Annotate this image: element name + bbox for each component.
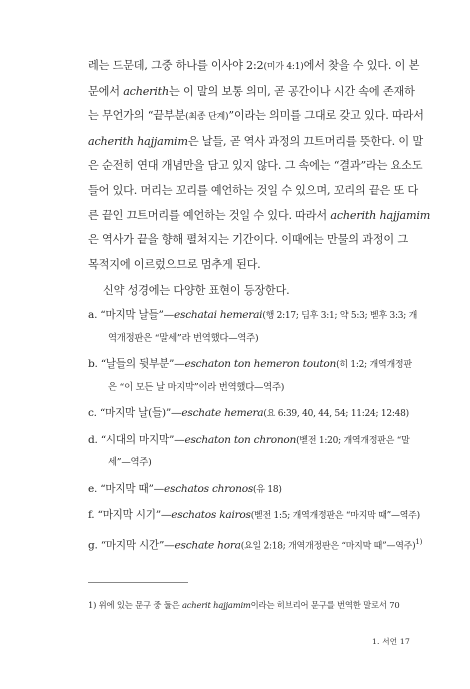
text-run: d. “시대의 마지막”— [88,433,185,446]
paragraph-line [88,80,415,105]
list-item-line [88,531,423,558]
text-run: 레는 드문데, 그중 하나를 이사야 2:2 [88,59,264,72]
text-run: 들어 있다. 머리는 꼬리를 예언하는 것일 수 있으며, 꼬리의 끝은 또 다 [88,183,419,197]
paragraph-line [88,130,423,155]
paragraph-line [88,228,410,253]
text-run: (히 1:2; 개역개정판 [336,360,412,370]
paragraph-line [88,54,420,80]
text-run: 에서 찾을 수 있다. 이 본 [303,59,420,72]
text-run: (요일 2:18; 개역개정판은 “마지막 때”—역주) [240,541,416,552]
text-run: (행 2:17; 딤후 3:1; 약 5:3; 벧후 3:3; 개 [262,311,418,321]
text-run: g. “마지막 시간”— [88,539,175,552]
text-run: acherith hajjamim [88,134,188,148]
text-run: (벧전 1:20; 개역개정판은 “말 [296,435,410,446]
text-run: 른 끝인 끄트머리를 예언하는 것일 수 있다. 따라서 [88,208,331,222]
text-run: eschaton ton chronon [184,433,297,446]
list-item [88,531,423,558]
list-item [88,353,418,399]
text-run: 는 무언가의 “끝부분 [88,109,186,123]
text-run: eschatos chronos [163,482,254,495]
text-run: ”이라는 의미를 그대로 갖고 있다. 따라서 [228,109,424,123]
text-run: 은 순전히 연대 개념만을 담고 있지 않다. 그 속에는 “결과”라는 요소도 [88,159,423,173]
text-run: (유 18) [253,484,282,495]
text-run: e. “마지막 때”— [88,482,164,495]
footnote-run: acherit hajjamim [181,600,251,610]
footnote-run: 이라는 히브리어 문구를 번역한 말로서 70 [250,600,400,610]
footnote [88,598,418,612]
paragraph-line [88,179,419,204]
text-run: 1) [415,537,423,546]
list-item [88,402,418,426]
list-item-line [88,429,418,453]
text-run: eschaton ton hemeron touton [184,358,337,370]
page-number: 1. 서언 17 [371,637,410,646]
list-item [88,504,418,528]
list-item-continuation: 은 “이 모든 날 마지막”이라 번역했다—역주) [108,381,285,393]
text-run: 목적지에 이르렀으므로 멈추게 된다. [88,257,261,271]
list-item [88,304,418,350]
text-run: 은 날들, 곧 역사 과정의 끄트머리를 뜻한다. 이 말 [187,134,423,148]
text-run: 는 이 말의 보통 의미, 곧 공간이나 시간 속에 존재하 [168,84,415,98]
text-run: (미가 4:1) [263,62,304,72]
paragraph-line [88,154,423,179]
text-run: 은 역사가 끝을 향해 펼쳐지는 기간이다. 이때에는 만물의 과정이 그 [88,233,408,247]
text-run: eschate hora [174,539,241,552]
list-item-continuation: 세”—역주) [108,457,152,468]
text-run: eschate hemera [181,407,264,419]
list-item-line [88,402,418,426]
paragraph-line [88,104,424,130]
list-item [88,478,418,502]
list-item-line [88,304,418,328]
text-run: eschatos kairos [171,509,251,521]
paragraph-line [88,253,410,278]
list-item-line [88,353,418,377]
list-item-continuation: 역개정판은 “말세”라 번역했다—역주) [108,332,259,344]
body-paragraph [88,54,431,277]
paragraph-line [88,204,431,229]
text-run: (최종 단계) [185,112,229,123]
text-run: b. “날들의 뒷부분”— [88,358,185,370]
list-item [88,429,418,475]
footnote-run: 1) 위에 있는 문구 중 둘은 [88,600,182,610]
text-run: acherith hajjamim [330,208,431,222]
text-run: (벧전 1:5; 개역개정판은 “마지막 때”—역주) [250,511,420,521]
text-run: a. “마지막 날들”— [88,309,175,321]
text-run: eschatai hemerai [174,309,263,321]
text-run: c. “마지막 날(들)”— [88,407,182,419]
text-run: 문에서 [88,84,124,98]
list-item-line [88,478,418,502]
footnote-divider [88,582,188,583]
list-item-line [88,504,418,528]
text-run: f. “마지막 시기”— [88,509,172,521]
expression-list [88,304,423,561]
text-run: (요 6:39, 40, 44, 54; 11:24; 12:48) [263,409,409,419]
text-run: acherith [123,84,169,98]
intro-sentence: 신약 성경에는 다양한 표현이 등장한다. [103,284,290,297]
